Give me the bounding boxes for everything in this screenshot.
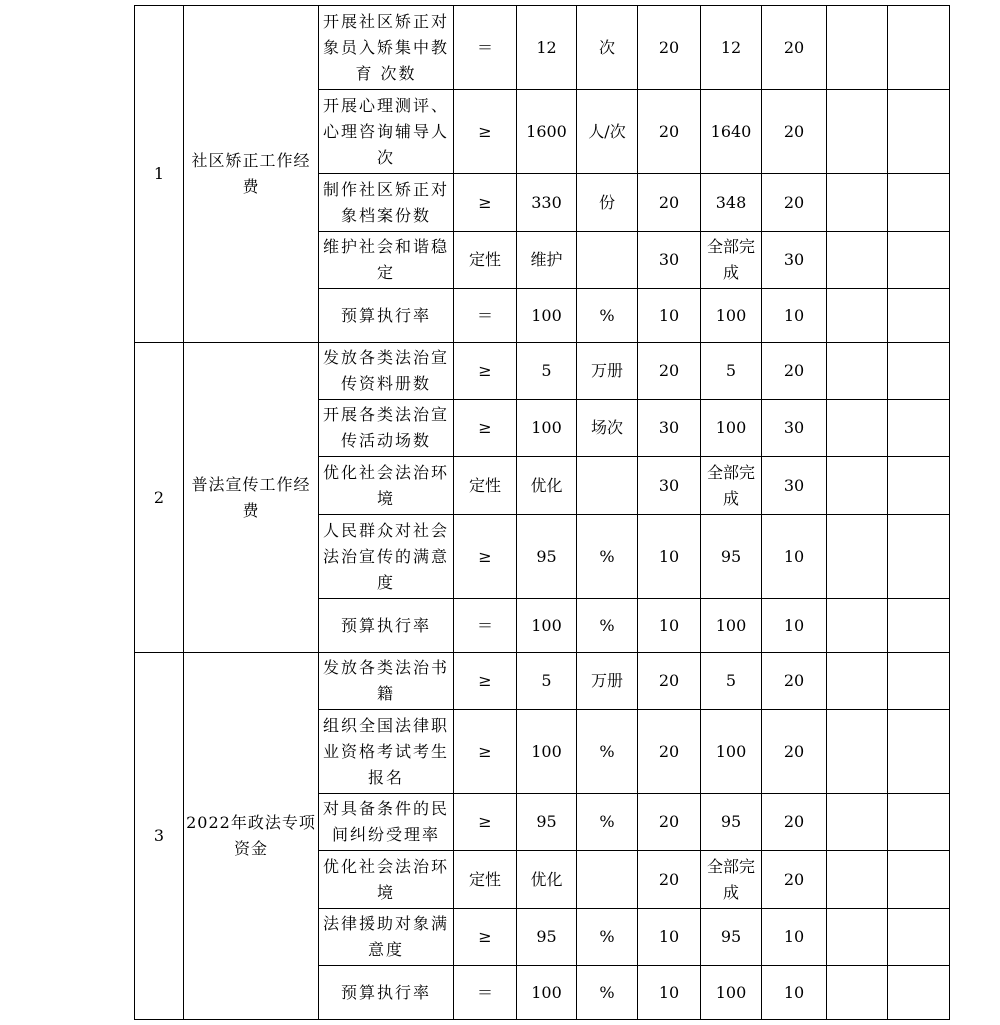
target-value-cell: 100 [517, 599, 577, 653]
score-cell: 20 [762, 710, 827, 794]
target-value-cell: 95 [517, 515, 577, 599]
extra-cell [888, 909, 950, 966]
target-value-cell: 330 [517, 174, 577, 232]
operator-cell: ≥ [454, 174, 517, 232]
weight-cell: 10 [638, 909, 701, 966]
target-value-cell: 维护 [517, 232, 577, 289]
unit-cell [577, 232, 638, 289]
target-value-cell: 100 [517, 289, 577, 343]
score-cell: 10 [762, 966, 827, 1020]
weight-cell: 30 [638, 232, 701, 289]
actual-value-cell: 5 [701, 653, 762, 710]
weight-cell: 10 [638, 515, 701, 599]
operator-cell: ≥ [454, 794, 517, 851]
indicator-cell: 发放各类法治宣传资料册数 [319, 343, 454, 400]
actual-value-cell: 100 [701, 400, 762, 457]
weight-cell: 20 [638, 794, 701, 851]
score-cell: 20 [762, 90, 827, 174]
extra-cell [888, 653, 950, 710]
target-value-cell: 95 [517, 909, 577, 966]
weight-cell: 10 [638, 966, 701, 1020]
remark-cell [827, 966, 888, 1020]
unit-cell: % [577, 966, 638, 1020]
weight-cell: 20 [638, 343, 701, 400]
indicator-cell: 预算执行率 [319, 966, 454, 1020]
target-value-cell: 100 [517, 400, 577, 457]
target-value-cell: 100 [517, 710, 577, 794]
performance-table [134, 5, 950, 1020]
unit-cell: % [577, 515, 638, 599]
project-name-cell: 普法宣传工作经费 [184, 343, 319, 653]
remark-cell [827, 400, 888, 457]
weight-cell: 30 [638, 457, 701, 515]
operator-cell: 定性 [454, 232, 517, 289]
extra-cell [888, 457, 950, 515]
group-number-cell: 2 [135, 343, 184, 653]
extra-cell [888, 174, 950, 232]
unit-cell: % [577, 794, 638, 851]
score-cell: 10 [762, 909, 827, 966]
remark-cell [827, 457, 888, 515]
indicator-cell: 开展社区矫正对象员入矫集中教育 次数 [319, 6, 454, 90]
score-cell: 20 [762, 174, 827, 232]
weight-cell: 10 [638, 289, 701, 343]
extra-cell [888, 232, 950, 289]
remark-cell [827, 6, 888, 90]
extra-cell [888, 6, 950, 90]
score-cell: 30 [762, 400, 827, 457]
table-row [135, 6, 950, 90]
operator-cell: ＝ [454, 6, 517, 90]
actual-value-cell: 100 [701, 966, 762, 1020]
target-value-cell: 5 [517, 343, 577, 400]
operator-cell: 定性 [454, 457, 517, 515]
actual-value-cell: 100 [701, 289, 762, 343]
remark-cell [827, 909, 888, 966]
unit-cell: 次 [577, 6, 638, 90]
remark-cell [827, 289, 888, 343]
extra-cell [888, 343, 950, 400]
target-value-cell: 95 [517, 794, 577, 851]
weight-cell: 20 [638, 90, 701, 174]
table-row [135, 343, 950, 400]
weight-cell: 30 [638, 400, 701, 457]
unit-cell: 份 [577, 174, 638, 232]
indicator-cell: 维护社会和谐稳定 [319, 232, 454, 289]
actual-value-cell: 100 [701, 710, 762, 794]
extra-cell [888, 289, 950, 343]
weight-cell: 20 [638, 653, 701, 710]
actual-value-cell: 1640 [701, 90, 762, 174]
score-cell: 30 [762, 457, 827, 515]
actual-value-cell: 100 [701, 599, 762, 653]
table-row [135, 653, 950, 710]
weight-cell: 20 [638, 6, 701, 90]
indicator-cell: 优化社会法治环境 [319, 457, 454, 515]
remark-cell [827, 794, 888, 851]
operator-cell: ≥ [454, 653, 517, 710]
group-number-cell: 3 [135, 653, 184, 1020]
remark-cell [827, 599, 888, 653]
score-cell: 20 [762, 794, 827, 851]
weight-cell: 10 [638, 599, 701, 653]
remark-cell [827, 653, 888, 710]
weight-cell: 20 [638, 710, 701, 794]
score-cell: 20 [762, 343, 827, 400]
target-value-cell: 12 [517, 6, 577, 90]
remark-cell [827, 232, 888, 289]
operator-cell: ＝ [454, 289, 517, 343]
target-value-cell: 优化 [517, 457, 577, 515]
indicator-cell: 预算执行率 [319, 599, 454, 653]
actual-value-cell: 95 [701, 794, 762, 851]
unit-cell: 人/次 [577, 90, 638, 174]
score-cell: 20 [762, 653, 827, 710]
table-body [135, 6, 950, 1020]
unit-cell: % [577, 710, 638, 794]
extra-cell [888, 515, 950, 599]
project-name-cell: 2022年政法专项资金 [184, 653, 319, 1020]
operator-cell: ≥ [454, 400, 517, 457]
target-value-cell: 1600 [517, 90, 577, 174]
target-value-cell: 100 [517, 966, 577, 1020]
remark-cell [827, 515, 888, 599]
unit-cell: % [577, 909, 638, 966]
indicator-cell: 人民群众对社会法治宣传的满意度 [319, 515, 454, 599]
actual-value-cell: 12 [701, 6, 762, 90]
indicator-cell: 制作社区矫正对象档案份数 [319, 174, 454, 232]
operator-cell: ≥ [454, 343, 517, 400]
remark-cell [827, 710, 888, 794]
actual-value-cell: 5 [701, 343, 762, 400]
unit-cell: 场次 [577, 400, 638, 457]
extra-cell [888, 710, 950, 794]
operator-cell: 定性 [454, 851, 517, 909]
actual-value-cell: 95 [701, 909, 762, 966]
indicator-cell: 发放各类法治书籍 [319, 653, 454, 710]
actual-value-cell: 95 [701, 515, 762, 599]
score-cell: 20 [762, 851, 827, 909]
extra-cell [888, 966, 950, 1020]
score-cell: 10 [762, 599, 827, 653]
unit-cell: 万册 [577, 653, 638, 710]
weight-cell: 20 [638, 851, 701, 909]
unit-cell [577, 851, 638, 909]
indicator-cell: 组织全国法律职业资格考试考生报名 [319, 710, 454, 794]
unit-cell: 万册 [577, 343, 638, 400]
project-name-cell: 社区矫正工作经费 [184, 6, 319, 343]
score-cell: 10 [762, 515, 827, 599]
operator-cell: ≥ [454, 515, 517, 599]
operator-cell: ≥ [454, 909, 517, 966]
extra-cell [888, 599, 950, 653]
extra-cell [888, 400, 950, 457]
indicator-cell: 对具备条件的民间纠纷受理率 [319, 794, 454, 851]
remark-cell [827, 343, 888, 400]
actual-value-cell: 348 [701, 174, 762, 232]
target-value-cell: 优化 [517, 851, 577, 909]
remark-cell [827, 90, 888, 174]
extra-cell [888, 851, 950, 909]
indicator-cell: 预算执行率 [319, 289, 454, 343]
indicator-cell: 法律援助对象满意度 [319, 909, 454, 966]
indicator-cell: 开展各类法治宣传活动场数 [319, 400, 454, 457]
target-value-cell: 5 [517, 653, 577, 710]
unit-cell [577, 457, 638, 515]
operator-cell: ＝ [454, 599, 517, 653]
actual-value-cell: 全部完成 [701, 232, 762, 289]
operator-cell: ≥ [454, 90, 517, 174]
unit-cell: % [577, 289, 638, 343]
indicator-cell: 开展心理测评、心理咨询辅导人次 [319, 90, 454, 174]
score-cell: 10 [762, 289, 827, 343]
score-cell: 30 [762, 232, 827, 289]
extra-cell [888, 794, 950, 851]
actual-value-cell: 全部完成 [701, 457, 762, 515]
score-cell: 20 [762, 6, 827, 90]
remark-cell [827, 174, 888, 232]
group-number-cell: 1 [135, 6, 184, 343]
operator-cell: ＝ [454, 966, 517, 1020]
unit-cell: % [577, 599, 638, 653]
remark-cell [827, 851, 888, 909]
indicator-cell: 优化社会法治环境 [319, 851, 454, 909]
extra-cell [888, 90, 950, 174]
operator-cell: ≥ [454, 710, 517, 794]
actual-value-cell: 全部完成 [701, 851, 762, 909]
weight-cell: 20 [638, 174, 701, 232]
